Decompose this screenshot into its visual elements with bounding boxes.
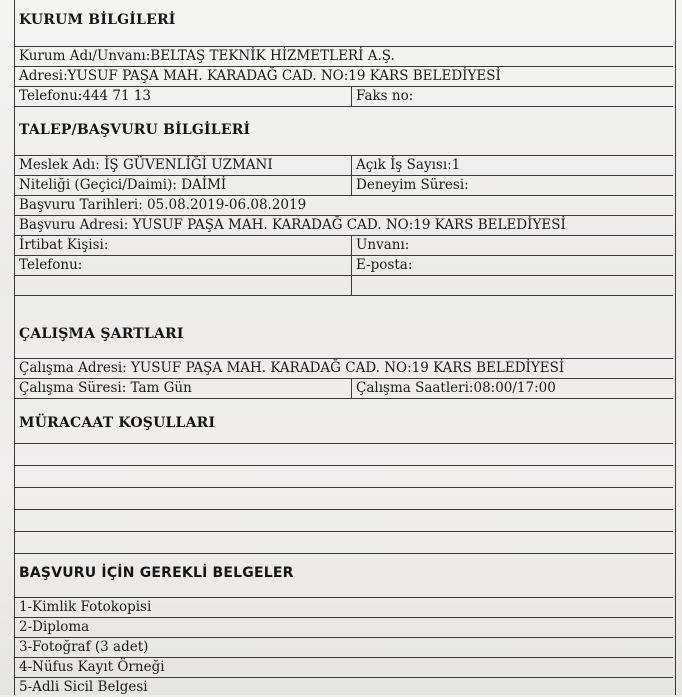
telefonu: Telefonu: bbox=[19, 257, 83, 273]
list-item bbox=[15, 638, 673, 658]
list-item bbox=[15, 658, 673, 678]
basvuru-tarih-row bbox=[15, 196, 673, 216]
kurum-telefon-row bbox=[15, 87, 673, 107]
irtibat-row bbox=[15, 236, 673, 256]
muracaat-line bbox=[15, 510, 673, 532]
list-item bbox=[15, 618, 673, 638]
basvuru-tarihleri: Başvuru Tarihleri: 05.08.2019-06.08.2019 bbox=[19, 197, 307, 213]
deneyim-suresi: Deneyim Süresi: bbox=[351, 176, 676, 195]
calisma-rows bbox=[15, 358, 673, 399]
meslek-adi: Meslek Adı: İŞ GÜVENLİĞİ UZMANI bbox=[19, 157, 273, 173]
kurum-rows bbox=[15, 46, 673, 107]
irtibat-kisisi: İrtibat Kişisi: bbox=[19, 237, 109, 253]
calisma-title: ÇALIŞMA ŞARTLARI bbox=[19, 326, 184, 342]
muracaat-line bbox=[15, 444, 673, 466]
calisma-saatleri: Çalışma Saatleri:08:00/17:00 bbox=[351, 379, 676, 398]
kurum-telefon: Telefonu:444 71 13 bbox=[19, 88, 152, 104]
kurum-adres-row bbox=[15, 67, 673, 87]
calisma-section bbox=[14, 310, 676, 405]
niteligi: Niteliği (Geçici/Daimi): DAİMİ bbox=[19, 177, 227, 193]
acik-is-sayisi: Açık İş Sayısı:1 bbox=[351, 156, 676, 175]
belge-item: 5-Adli Sicil Belgesi bbox=[19, 679, 148, 695]
kurum-title: KURUM BİLGİLERİ bbox=[19, 12, 176, 28]
kurum-section bbox=[14, 0, 676, 110]
kurum-adi: Kurum Adı/Unvanı:BELTAŞ TEKNİK HİZMETLERİ A.Ş. bbox=[19, 48, 395, 64]
meslek-row bbox=[15, 156, 673, 176]
talep-title: TALEP/BAŞVURU BİLGİLERİ bbox=[19, 122, 251, 138]
empty-row bbox=[15, 276, 673, 296]
talep-rows bbox=[15, 155, 673, 296]
calisma-adres-row bbox=[15, 359, 673, 379]
iletisim-row bbox=[15, 256, 673, 276]
kurum-adi-row bbox=[15, 47, 673, 67]
e-posta: E-posta: bbox=[351, 256, 676, 275]
belgeler-list bbox=[15, 597, 673, 697]
basvuru-adres-row bbox=[15, 216, 673, 236]
belge-item: 2-Diploma bbox=[19, 619, 90, 635]
empty-cell-right bbox=[351, 276, 676, 295]
belge-item: 3-Fotoğraf (3 adet) bbox=[19, 639, 149, 655]
kurum-faks: Faks no: bbox=[351, 87, 676, 106]
belge-item: 1-Kimlik Fotokopisi bbox=[19, 599, 152, 615]
belgeler-title: BAŞVURU İÇİN GEREKLİ BELGELER bbox=[19, 565, 294, 581]
empty-cell-left bbox=[15, 276, 349, 295]
muracaat-section bbox=[14, 405, 676, 550]
kurum-adres: Adresi:YUSUF PAŞA MAH. KARADAĞ CAD. NO:19 KARS BELEDİYESİ bbox=[19, 68, 501, 84]
nitelik-row bbox=[15, 176, 673, 196]
belgeler-section bbox=[14, 550, 676, 695]
calisma-suresi: Çalışma Süresi: Tam Gün bbox=[19, 380, 192, 396]
unvani: Unvanı: bbox=[351, 236, 676, 255]
muracaat-lines bbox=[15, 443, 673, 554]
list-item bbox=[15, 598, 673, 618]
calisma-sure-row bbox=[15, 379, 673, 399]
talep-section bbox=[14, 110, 676, 310]
muracaat-line bbox=[15, 488, 673, 510]
list-item bbox=[15, 678, 673, 697]
muracaat-line bbox=[15, 466, 673, 488]
muracaat-title: MÜRACAAT KOŞULLARI bbox=[19, 415, 216, 431]
belge-item: 4-Nüfus Kayıt Örneği bbox=[19, 659, 165, 675]
basvuru-adresi: Başvuru Adresi: YUSUF PAŞA MAH. KARADAĞ CAD. NO:19 KARS BELEDİYESİ bbox=[19, 217, 566, 233]
calisma-adresi: Çalışma Adresi: YUSUF PAŞA MAH. KARADAĞ CAD. NO:19 KARS BELEDİYESİ bbox=[19, 360, 565, 376]
